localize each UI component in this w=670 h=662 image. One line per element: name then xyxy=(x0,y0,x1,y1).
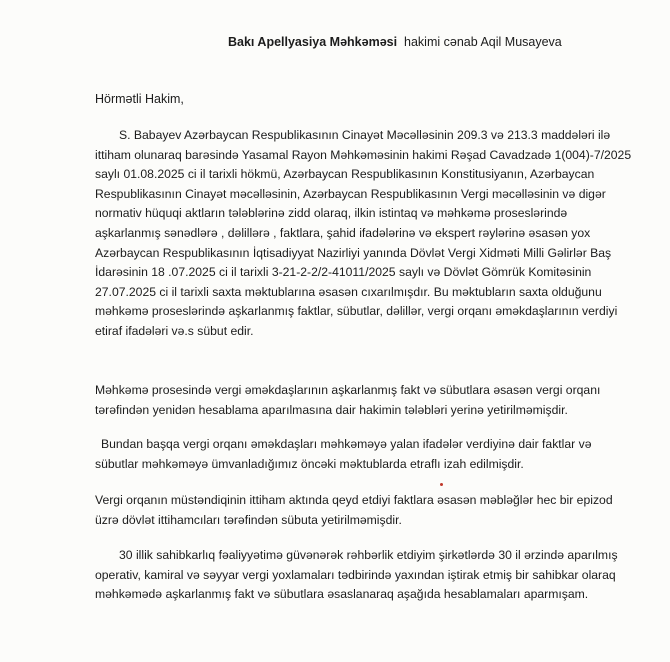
text-line: 27.07.2025 ci il tarixli saxta məktublarına əsasən cıxarılmışdır. Bu məktubların saxta olduğunu xyxy=(95,284,602,299)
text-line: aşkarlanmış sənədlərə , dəlillərə , faktlara, şahid ifadələrinə və ekspert rəylərinə əsasən yox xyxy=(95,225,591,240)
text-line: Vergi orqanın müstəndiqinin ittiham aktında qeyd etdiyi faktlara əsasən məbləğlər hec bir epizod xyxy=(95,493,613,507)
paragraph-2 xyxy=(95,381,640,420)
letter-header xyxy=(228,35,562,49)
paragraph-4 xyxy=(95,491,640,530)
text-line: ittiham olunaraq barəsində Yasamal Rayon Məhkəməsinin hakimi Rəşad Cavadzadə 1(004)-7/2025 xyxy=(95,147,632,162)
text-line: operativ, kamiral və səyyar vergi yoxlamaları tədbirində yaxından iştirak etmiş bir sahibkar olaraq xyxy=(95,567,616,582)
text-line: 30 illik sahibkarlıq fəaliyyətimə güvənərək rəhbərlik etdiyim şirkətlərdə 30 il ərzində aparılmış xyxy=(119,548,618,562)
text-line: Azərbaycan Respublikasının İqtisadiyyat Nazirliyi yanında Dövlət Vergi Xidməti Milli Gəlirlər Baş xyxy=(95,245,612,260)
text-line: sübutlar məhkəməyə ümvanladığımız öncəki məktublarda etraflı izah edilmişdir. xyxy=(95,456,524,471)
text-line: normativ hüquqi aktların tələblərinə zidd olaraq, ilkin istintaq və məhkəmə proseslərində xyxy=(95,206,568,221)
text-line: Respublikasının Cinayət məcəlləsinin, Azərbaycan Respublikasının Vergi məcəlləsinin və digər xyxy=(95,186,606,201)
text-line: məhkəmə proseslərində aşkarlanmış faktlar, sübutlar, dəlillər, vergi orqanı əməkdaşlarının verdiyi xyxy=(95,304,618,319)
text-line: S. Babayev Azərbaycan Respublikasının Cinayət Məcəlləsinin 209.3 və 213.3 maddələri ilə xyxy=(119,128,611,142)
text-line: məhkəmədə aşkarlanmış fakt və sübutlara əsaslanaraq aşağıda hesablamaları aparmışam. xyxy=(95,587,589,602)
text-line: etiraf ifadələri və.s sübut edir. xyxy=(95,323,254,338)
paragraph-1 xyxy=(95,126,640,342)
paragraph-5 xyxy=(95,546,640,605)
text-line: İdarəsinin 18 .07.2025 ci il tarixli 3-21-2-2/2-41011/2025 saylı və Dövlət Gömrük Komitəsinin xyxy=(95,265,592,280)
court-name: Bakı Apellyasiya Məhkəməsi xyxy=(228,35,398,49)
ink-speck xyxy=(440,483,443,486)
addressee: hakimi cənab Aqil Musayeva xyxy=(404,35,562,49)
paragraph-3 xyxy=(95,435,640,474)
text-line: saylı 01.08.2025 ci il tarixli hökmü, Azərbaycan Respublikasının Konstitusiyanın, Azərbaycan xyxy=(95,167,595,182)
greeting: Hörmətli Hakim, xyxy=(95,92,184,106)
text-line: tərəfindən yenidən hesablama aparılmasına dair hakimin tələbləri yerinə yetirilməmişdir. xyxy=(95,402,568,417)
text-line: Bundan başqa vergi orqanı əməkdaşları məhkəməyə yalan ifadələr verdiyinə dair faktlar və xyxy=(101,437,592,451)
text-line: üzrə dövlət ittihamcıları tərəfindən sübuta yetirilməmişdir. xyxy=(95,512,402,527)
text-line: Məhkəmə prosesində vergi əməkdaşlarının aşkarlanmış fakt və sübutlara əsasən vergi orqanı xyxy=(95,383,601,397)
